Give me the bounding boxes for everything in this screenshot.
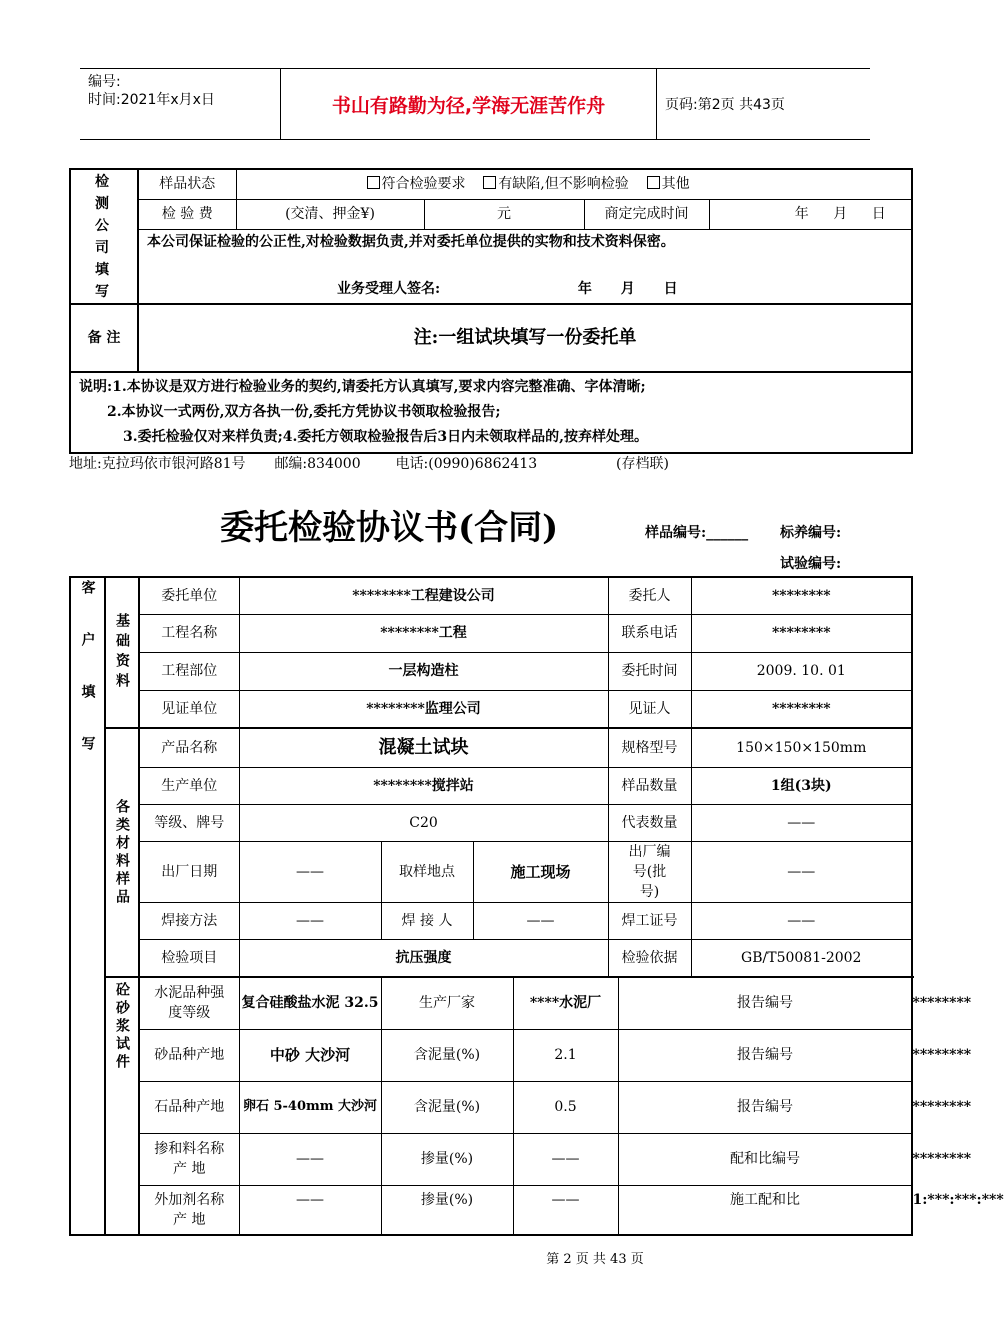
sand-mud-value: 2.1 <box>513 1029 618 1081</box>
test-basis-label: 检验依据 <box>608 939 691 977</box>
lab-table <box>69 168 913 454</box>
signature-date: 年 月 日 <box>577 280 678 297</box>
test-no: 试验编号: <box>780 556 842 572</box>
test-item-value: 抗压强度 <box>239 939 608 977</box>
project-part-value: 一层构造柱 <box>239 652 608 690</box>
grade-label: 等级、牌号 <box>139 804 239 841</box>
test-basis-value: GB/T50081-2002 <box>691 939 912 977</box>
materials-label: 各类材料样品 <box>105 728 139 977</box>
client-unit-value: ********工程建设公司 <box>239 577 608 614</box>
phone: 电话:(0990)6862413 <box>395 456 538 472</box>
additive-label: 外加剂名称产 地 <box>139 1185 239 1235</box>
statement-cell <box>138 229 912 304</box>
header-left <box>80 69 280 139</box>
grade-value: C20 <box>239 804 608 841</box>
checkbox[interactable] <box>483 176 496 189</box>
client-person-label: 委托人 <box>608 577 691 614</box>
additive-value: —— <box>239 1185 381 1235</box>
sampling-place-value: 施工现场 <box>473 841 608 902</box>
client-unit-label: 委托单位 <box>139 577 239 614</box>
rep-qty-label: 代表数量 <box>608 804 691 841</box>
sample-status-options: 符合检验要求 有缺陷,但不影响检验 其他 <box>236 169 912 199</box>
checkbox[interactable] <box>367 176 380 189</box>
admixture-label: 掺和料名称产 地 <box>139 1133 239 1185</box>
test-item-label: 检验项目 <box>139 939 239 977</box>
phone-label: 联系电话 <box>608 614 691 652</box>
welder-cert-value: —— <box>691 902 912 939</box>
signature-line <box>147 279 903 299</box>
sample-no: 样品编号:______ <box>645 525 749 541</box>
copy-label: (存档联) <box>616 456 669 472</box>
sample-qty-label: 样品数量 <box>608 767 691 804</box>
cement-report-label: 报告编号 <box>618 977 912 1029</box>
witness-value: ******** <box>691 690 912 728</box>
time-label: 时间:2021年x月x日 <box>88 92 215 108</box>
page-footer: 第 2 页 共 43 页 <box>546 1252 644 1267</box>
number-label: 编号: <box>88 74 121 90</box>
remark-text: 注:一组试块填写一份委托单 <box>138 304 912 372</box>
stone-report-label: 报告编号 <box>618 1081 912 1133</box>
sand-mud-label: 含泥量(%) <box>381 1029 513 1081</box>
client-time-label: 委托时间 <box>608 652 691 690</box>
rep-qty-value: —— <box>691 804 912 841</box>
tag-no: 标养编号: <box>780 525 842 541</box>
factory-no-label: 出厂编号(批号) <box>608 841 691 902</box>
admixture-dose-label: 掺量(%) <box>381 1133 513 1185</box>
manufacturer-label: 生产单位 <box>139 767 239 804</box>
admixture-dose-value: —— <box>513 1133 618 1185</box>
completion-date: 年 月 日 <box>709 199 912 229</box>
client-person-value: ******** <box>691 577 912 614</box>
cement-value: 复合硅酸盐水泥 32.5 <box>239 977 381 1029</box>
sand-label: 砂品种产地 <box>139 1029 239 1081</box>
mix-no-label: 配和比编号 <box>618 1133 912 1185</box>
manufacturer-value: ********搅拌站 <box>239 767 608 804</box>
factory-date-value: —— <box>239 841 381 902</box>
notes-cell <box>70 372 912 453</box>
spec-value: 150×150×150mm <box>691 728 912 767</box>
page-header <box>80 68 870 140</box>
witness-label: 见证人 <box>608 690 691 728</box>
welder-cert-label: 焊工证号 <box>608 902 691 939</box>
stone-mud-value: 0.5 <box>513 1081 618 1133</box>
witness-unit-value: ********监理公司 <box>239 690 608 728</box>
client-time-value: 2009. 10. 01 <box>691 652 912 690</box>
spec-label: 规格型号 <box>608 728 691 767</box>
client-label: 客户填写 <box>70 577 105 1235</box>
note-3: 3.委托检验仅对来样负责;4.委托方领取检验报告后3日内未领取样品的,按弃样处理。 <box>123 429 649 445</box>
welder-value: —— <box>473 902 608 939</box>
welder-label: 焊 接 人 <box>381 902 473 939</box>
site-mix-label: 施工配和比 <box>618 1185 912 1235</box>
client-table: 客户填写 基础资料 委托单位 ********工程建设公司 委托人 ******** 工程名称 ********工程 联系电话 ******** 工程部位 一层构造柱 委托时间 2009. 10. 01 见证单位 ********监理公司 见证人 ******** 各类材料样品 产品名称 混凝土试块 规格型号 150×150×150mm 生产单位 ********搅拌站 样品数量 1组(3块) 等级、牌号 C20 代表数量 —— 出厂日期 —— 取样地点 施工现场 出厂编号(批号) —— 焊接方法 —— 焊 接 人 —— 焊工证号 —— 检验项目 抗压强度 检验依据 GB/T50081-2002 砼砂浆试件 水泥品种强度等级 复合硅酸盐水泥 32.5 生产厂家 ****水泥厂 报告编号 ******** 砂品种产地 中砂 大沙河 含泥量(%) 2.1 报告编号 ******** 石品种产地 卵石 5-40mm 大沙河 含泥量(%) 0.5 报告编号 ******** 掺和料名称产 地 —— 掺量(%) —— 配和比编号 ******** 外加剂名称产 地 —— 掺量(%) —— 施工配和比 1:***:***:*** <box>69 576 913 1236</box>
cement-maker-label: 生产厂家 <box>381 977 513 1029</box>
sample-status-label: 样品状态 <box>138 169 236 199</box>
sample-qty-value: 1组(3块) <box>691 767 912 804</box>
fee-unit: 元 <box>424 199 584 229</box>
cement-maker-value: ****水泥厂 <box>513 977 618 1029</box>
basic-label: 基础资料 <box>105 577 139 728</box>
project-name-label: 工程名称 <box>139 614 239 652</box>
statement: 本公司保证检验的公正性,对检验数据负责,并对委托单位提供的实物和技术资料保密。 <box>147 233 675 250</box>
admixture-value: —— <box>239 1133 381 1185</box>
additive-dose-label: 掺量(%) <box>381 1185 513 1235</box>
stone-value: 卵石 5-40mm 大沙河 <box>239 1081 381 1133</box>
project-name-value: ********工程 <box>239 614 608 652</box>
additive-dose-value: —— <box>513 1185 618 1235</box>
motto: 书山有路勤为径,学海无涯苦作舟 <box>280 69 657 139</box>
stone-label: 石品种产地 <box>139 1081 239 1133</box>
note-1: 说明:1.本协议是双方进行检验业务的契约,请委托方认真填写,要求内容完整准确、字体清晰; <box>79 379 646 395</box>
phone-value: ******** <box>691 614 912 652</box>
postcode: 邮编:834000 <box>274 456 361 472</box>
stone-mud-label: 含泥量(%) <box>381 1081 513 1133</box>
product-name-value: 混凝土试块 <box>239 728 608 767</box>
remark-label: 备 注 <box>70 304 138 372</box>
sand-value: 中砂 大沙河 <box>239 1029 381 1081</box>
page-label: 页码:第2页 共43页 <box>665 97 785 113</box>
checkbox[interactable] <box>647 176 660 189</box>
address: 地址:克拉玛依市银河路81号 <box>69 456 246 472</box>
fee-note: (交清、押金¥) <box>236 199 424 229</box>
completion-label: 商定完成时间 <box>584 199 709 229</box>
lab-section-label: 检测公司填写 <box>70 169 138 304</box>
project-part-label: 工程部位 <box>139 652 239 690</box>
address-line <box>69 453 669 473</box>
factory-date-label: 出厂日期 <box>139 841 239 902</box>
doc-title: 委托检验协议书(合同) <box>220 508 559 548</box>
sampling-place-label: 取样地点 <box>381 841 473 902</box>
factory-no-value: —— <box>691 841 912 902</box>
product-name-label: 产品名称 <box>139 728 239 767</box>
concrete-label: 砼砂浆试件 <box>105 977 139 1235</box>
sand-report-label: 报告编号 <box>618 1029 912 1081</box>
witness-unit-label: 见证单位 <box>139 690 239 728</box>
welding-method-value: —— <box>239 902 381 939</box>
signature-label: 业务受理人签名: <box>337 280 441 297</box>
note-2: 2.本协议一式两份,双方各执一份,委托方凭协议书领取检验报告; <box>107 404 501 420</box>
cement-label: 水泥品种强度等级 <box>139 977 239 1029</box>
welding-method-label: 焊接方法 <box>139 902 239 939</box>
fee-label: 检 验 费 <box>138 199 236 229</box>
